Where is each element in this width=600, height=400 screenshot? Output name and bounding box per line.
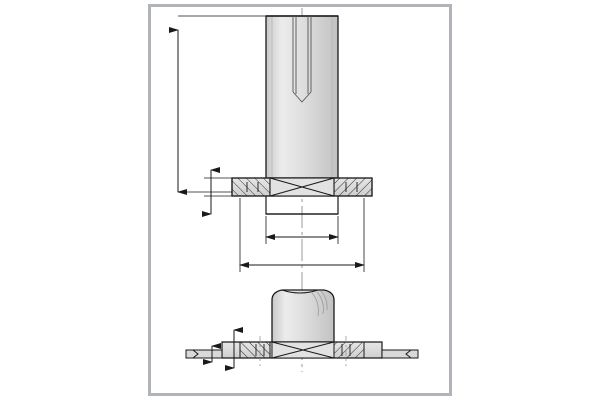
mounting-wing-right [382, 350, 418, 358]
base-plate-hatch-left [240, 342, 270, 358]
flange-hatch-left [232, 178, 270, 196]
flange-hatch-right [334, 178, 372, 196]
boss-body [272, 290, 334, 342]
mounting-wing-left [186, 350, 222, 358]
shaft-body [266, 16, 338, 178]
bore-section-cross [270, 178, 334, 196]
base-plate-hatch-right [334, 342, 364, 358]
front-section-view [178, 8, 372, 300]
side-section-view [186, 290, 418, 372]
boss-section-cross-bottom [272, 342, 334, 358]
dimension-overall-height [178, 16, 266, 192]
